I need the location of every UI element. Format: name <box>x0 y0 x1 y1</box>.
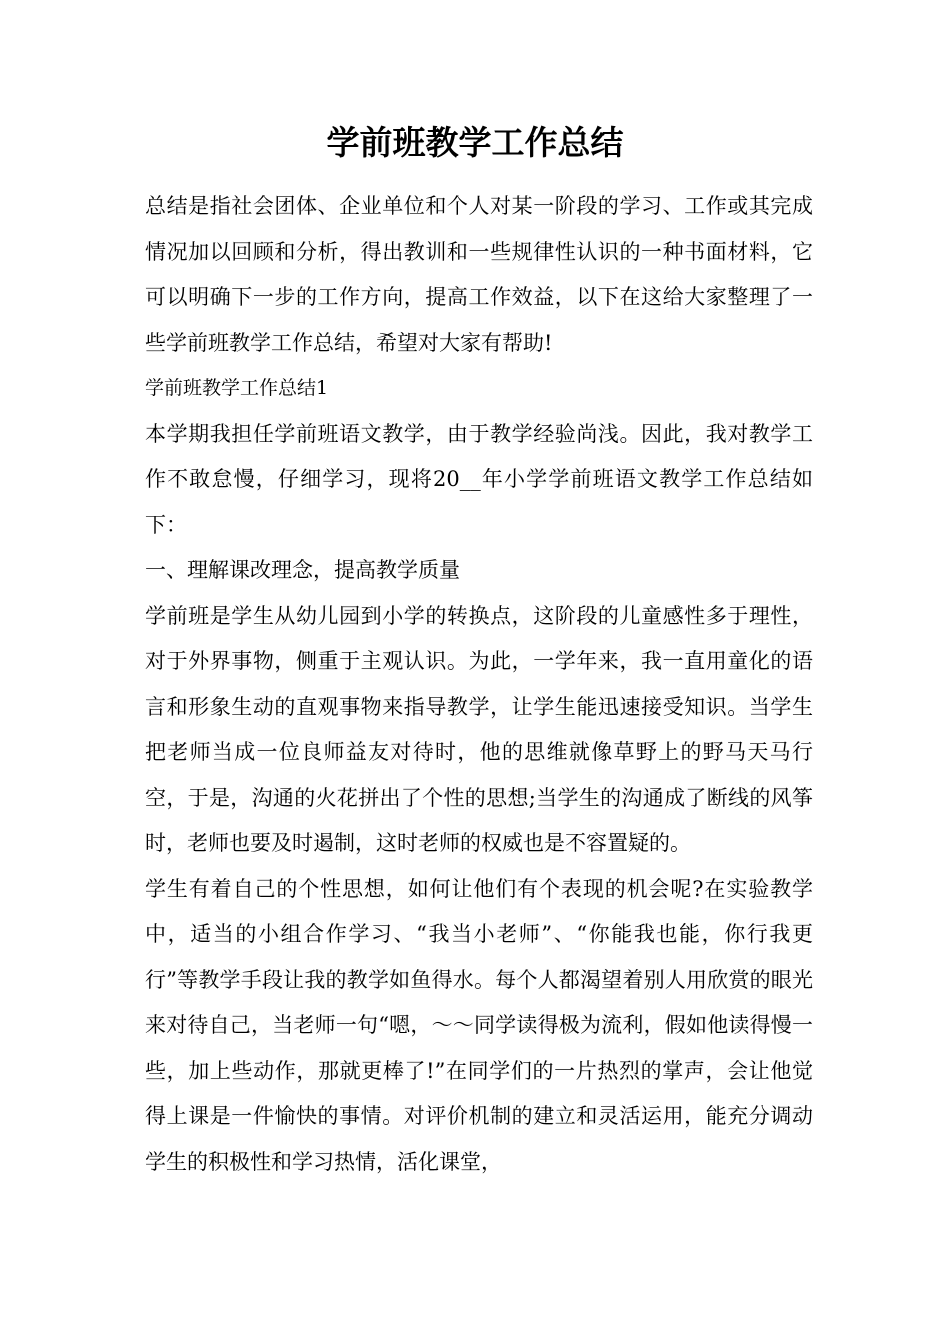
document-title: 学前班教学工作总结 <box>326 123 624 162</box>
section-heading-1: 一、理解课改理念，提高教学质量 <box>145 558 460 582</box>
paragraph-1: 本学期我担任学前班语文教学，由于教学经验尚浅。因此，我对教学工作不敢怠慢，仔细学习，现将20__年小学学前班语文教学工作总结如下： <box>145 421 813 537</box>
paragraph-2: 学前班是学生从幼儿园到小学的转换点，这阶段的儿童感性多于理性，对于外界事物，侧重于主观认识。为此，一学年来，我一直用童化的语言和形象生动的直观事物来指导教学，让学生能迅速接受知识。当学生把老师当成一位良师益友对待时，他的思维就像草野上的野马天马行空，于是，沟通的火花拼出了个性的思想;当学生的沟通成了断线的风筝时，老师也要及时遏制，这时老师的权威也是不容置疑的。 <box>145 603 813 855</box>
document-body <box>145 184 813 1185</box>
paragraph-3: 学生有着自己的个性思想，如何让他们有个表现的机会呢?在实验教学中，适当的小组合作学习、“我当小老师”、“你能我也能，你行我更行”等教学手段让我的教学如鱼得水。每个人都渴望着别人用欣赏的眼光来对待自己，当老师一句“嗯，～～同学读得极为流利，假如他读得慢一些，加上些动作，那就更棒了!”在同学们的一片热烈的掌声，会让他觉得上课是一件愉快的事情。对评价机制的建立和灵活运用，能充分调动学生的积极性和学习热情，活化课堂， <box>145 876 813 1174</box>
section-subtitle: 学前班教学工作总结1 <box>145 377 329 399</box>
intro-paragraph: 总结是指社会团体、企业单位和个人对某一阶段的学习、工作或其完成情况加以回顾和分析，得出教训和一些规律性认识的一种书面材料，它可以明确下一步的工作方向，提高工作效益，以下在这给大家整理了一些学前班教学工作总结，希望对大家有帮助! <box>145 194 813 355</box>
